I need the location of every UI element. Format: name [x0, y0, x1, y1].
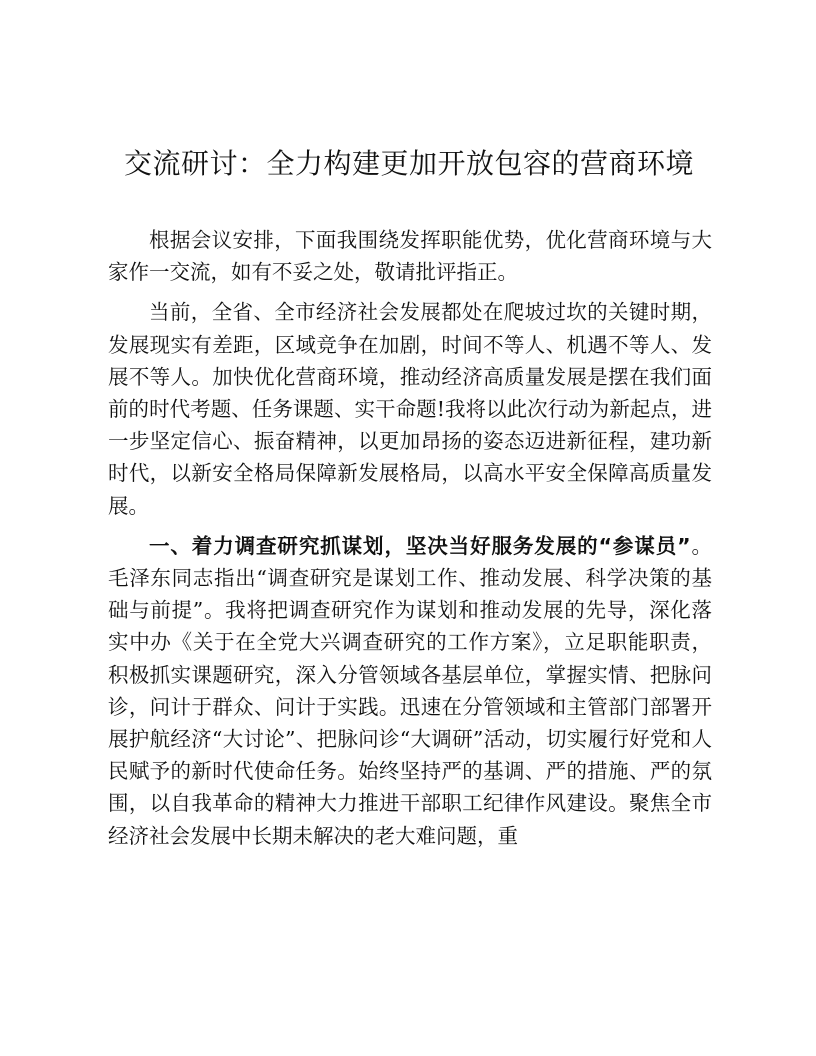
paragraph-section-1: [108, 530, 712, 852]
paragraph-intro: 根据会议安排，下面我围绕发挥职能优势，优化营商环境与大家作一交流，如有不妥之处，敬请批评指正。: [108, 228, 712, 285]
document-body: [108, 224, 712, 852]
paragraph-context: 当前，全省、全市经济社会发展都处在爬坡过坎的关键时期，发展现实有差距，区域竞争在加剧，时间不等人、机遇不等人、发展不等人。加快优化营商环境，推动经济高质量发展是摆在我们面前的时代考题、任务课题、实干命题!我将以此次行动为新起点，进一步坚定信心、振奋精神，以更加昂扬的姿态迈进新征程，建功新时代，以新安全格局保障新发展格局，以高水平安全保障高质量发展。: [108, 300, 712, 518]
section-1-body: 。毛泽东同志指出“调查研究是谋划工作、推动发展、科学决策的基础与前提”。我将把调查研究作为谋划和推动发展的先导，深化落实中办《关于在全党大兴调查研究的工作方案》，立足职能职责，积极抓实课题研究，深入分管领域各基层单位，掌握实情、把脉问诊，问计于群众、问计于实践。迅速在分管领域和主管部门部署开展护航经济“大讨论”、把脉问诊“大调研”活动，切实履行好党和人民赋予的新时代使命任务。始终坚持严的基调、严的措施、严的氛围，以自我革命的精神大力推进干部职工纪律作风建设。聚焦全市经济社会发展中长期未解决的老大难问题，重: [108, 533, 712, 848]
section-1-heading: 一、着力调查研究抓谋划，坚决当好服务发展的“参谋员”: [149, 533, 692, 558]
document-title: 交流研讨：全力构建更加开放包容的营商环境: [123, 147, 694, 180]
